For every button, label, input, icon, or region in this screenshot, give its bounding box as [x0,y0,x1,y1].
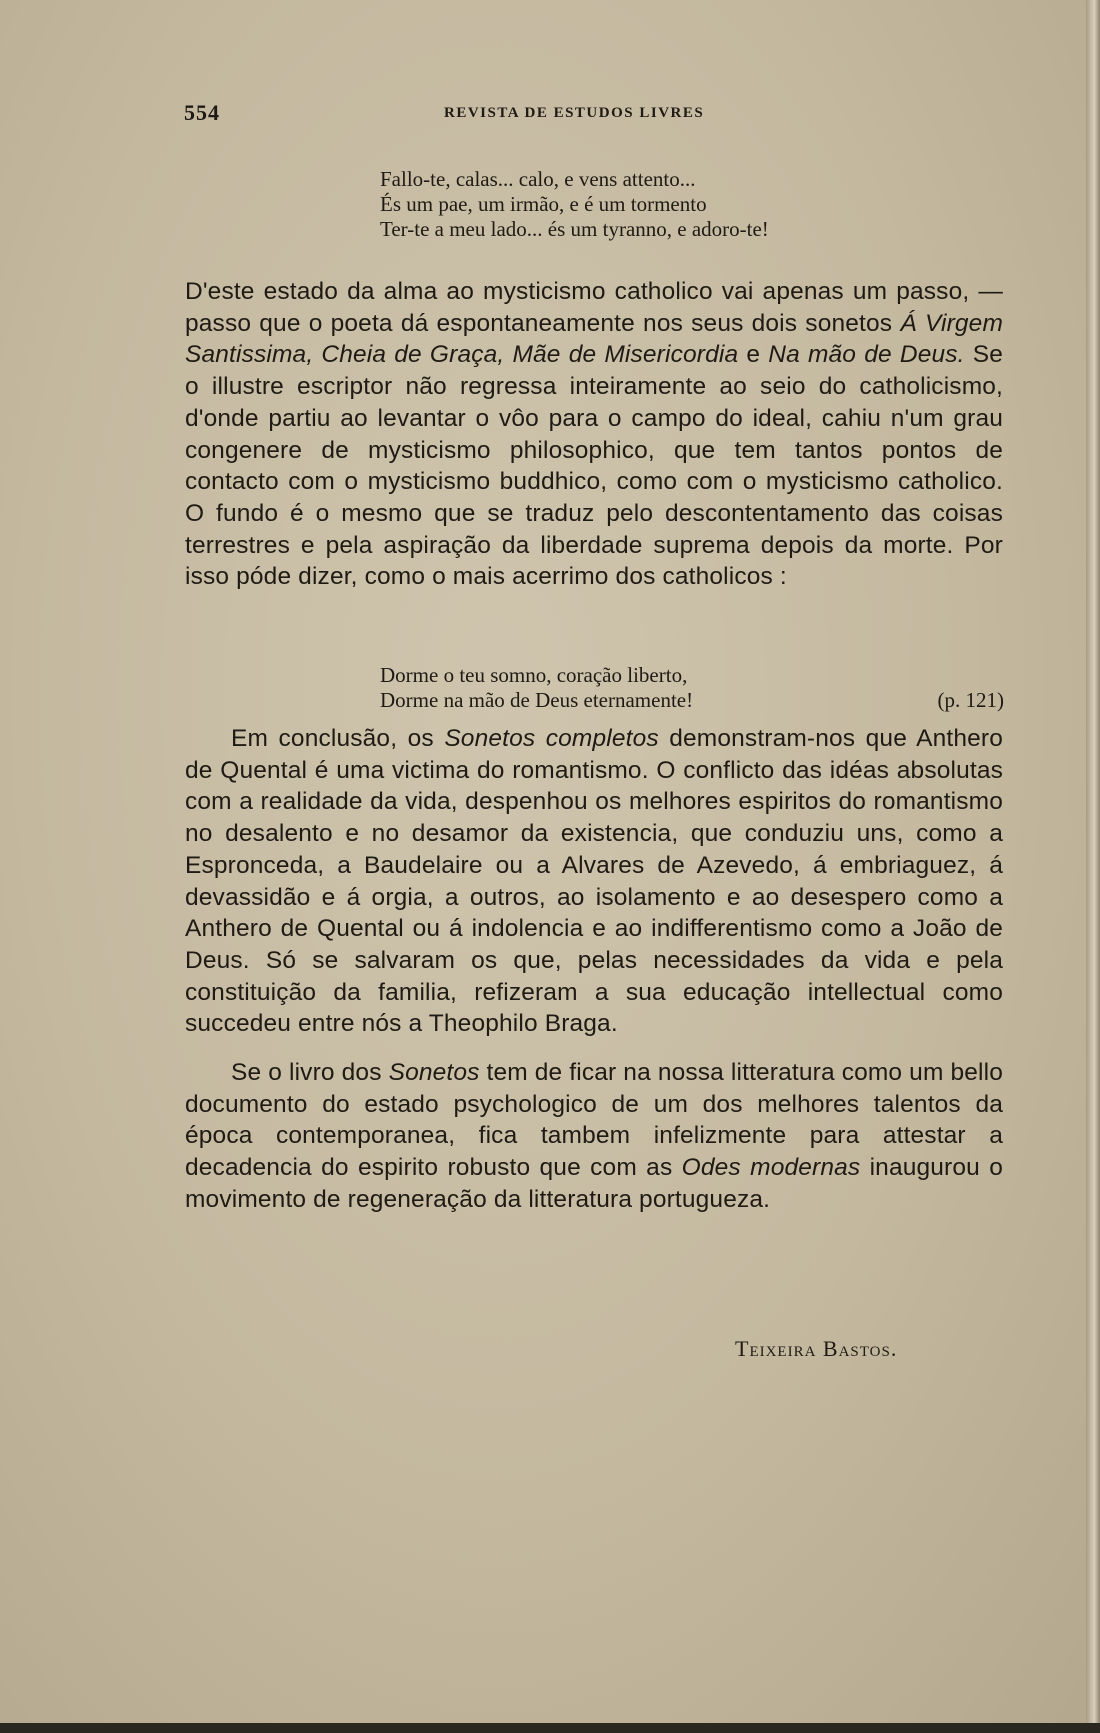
running-header [184,100,744,130]
page-number: 554 [184,100,220,125]
italic-run: Odes modernas [681,1154,861,1182]
scan-border [0,1723,1100,1733]
text-run: inaugurou o movimento de regeneração da litteratura portugueza. [185,1154,1003,1213]
verse-quote-2 [380,663,1004,713]
author-signature: Teixeira Bastos. [735,1336,898,1361]
text-run: D'este estado da alma ao mysticismo catholico vai apenas um passo, — passo que o poeta dá espontaneamente nos seus dois sonetos [185,278,1003,337]
verse-line: Fallo-te, calas... calo, e vens attento... [380,167,696,191]
page-citation: (p. 121) [937,688,1004,712]
italic-run: Sonetos [388,1059,480,1086]
text-run: Em conclusão, os [231,725,445,752]
verse-text: Dorme na mão de Deus eternamente! [380,688,694,712]
italic-run: Sonetos completos [444,725,659,752]
italic-run: Á Virgem Santissima, Cheia de Graça, Mãe de Misericordia [185,309,1003,369]
text-run: e [738,341,769,369]
page-edge [1086,0,1100,1733]
paragraph-1 [185,276,1003,593]
verse-line: Ter-te a meu lado... és um tyranno, e adoro-te! [380,217,769,241]
paragraph-3 [185,1057,1003,1216]
verse-line: Dorme o teu somno, coração liberto, [380,663,688,687]
verse-line: És um pae, um irmão, e é um tormento [380,192,707,216]
running-title: REVISTA DE ESTUDOS LIVRES [444,105,705,121]
text-run: tem de ficar na nossa litteratura como um bello documento do estado psychologico de um dos melhores talentos da época contemporanea, fica tambem infelizmente para attestar a decadencia do espirito robusto que com as [185,1059,1003,1182]
paragraph-2 [185,723,1003,1040]
verse-line [380,688,1004,713]
text-run: Se o livro dos [231,1059,389,1086]
italic-run: Na mão de Deus. [768,341,965,369]
text-run: Se o illustre escriptor não regressa inteiramente ao seio do catholicismo, d'onde partiu ao levantar o vôo para o campo do ideal, cahiu n'um grau congenere de mysticismo philosophico, que tem tantos pontos de contacto com o mysticismo buddhico, como com o mysticismo catholico. O fundo é o mesmo que se traduz pelo descontentamento das coisas terrestres e pela aspiração da liberdade suprema depois da morte. Por isso póde dizer, como o mais acerrimo dos catholicos : [185,341,1003,591]
text-run: demonstram-nos que Anthero de Quental é uma victima do romantismo. O conflicto das idéas absolutas com a realidade da vida, despenhou os melhores espiritos do romantismo no desalento e no desamor da existencia, que conduziu uns, como a Espronceda, a Baudelaire ou a Alvares de Azevedo, á embriaguez, á devassidão e á orgia, a outros, ao isolamento e ao desespero como a Anthero de Quental ou á indolencia e ao indifferentismo como a João de Deus. Só se salvaram os que, pelas necessidades da vida e pela constituição da familia, refizeram a sua educação intellectual como succedeu entre nós a Theophilo Braga. [185,725,1003,1038]
verse-quote-1 [380,167,769,242]
